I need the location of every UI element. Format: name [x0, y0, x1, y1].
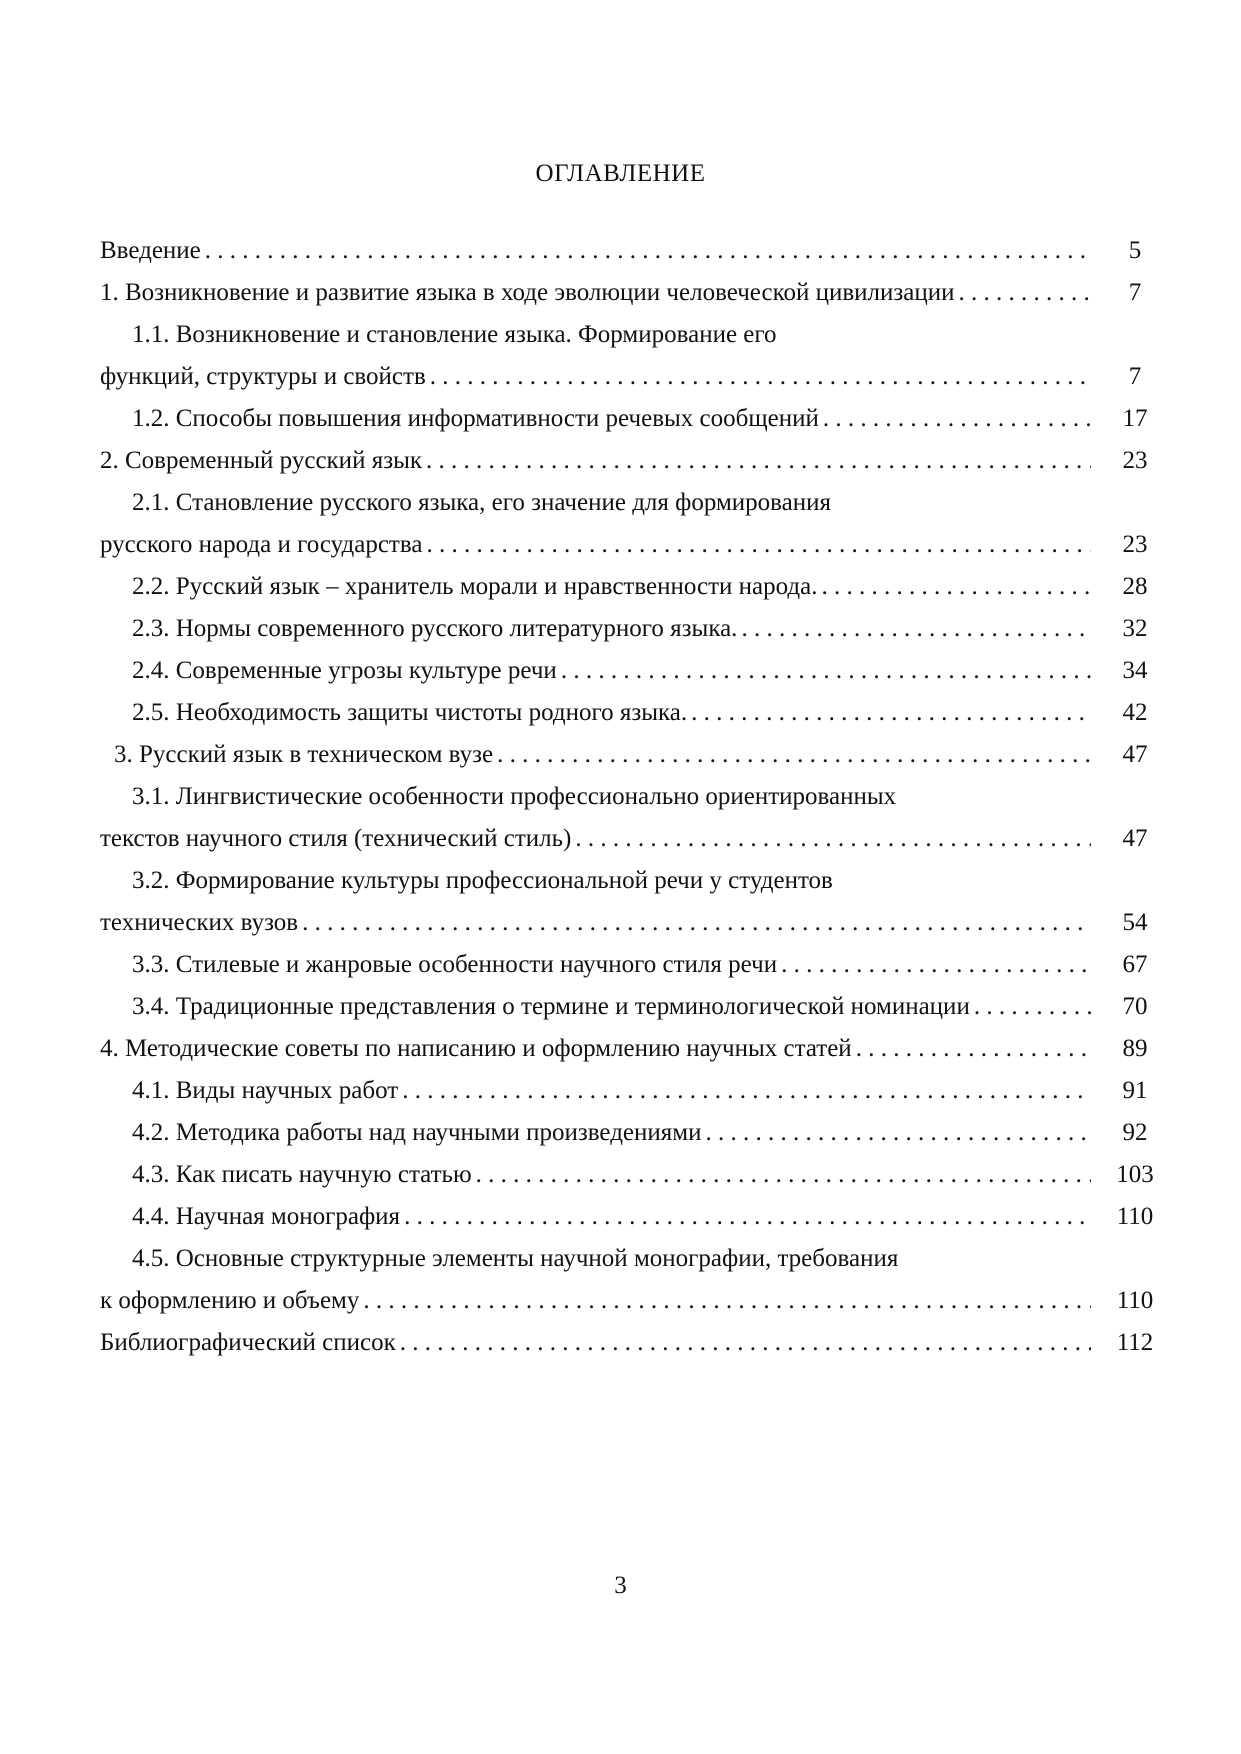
dot-leader [476, 1154, 1091, 1196]
toc-entry[interactable] [100, 398, 1165, 440]
spacer [831, 482, 1165, 524]
toc-entry-line[interactable] [100, 1238, 1165, 1280]
dot-leader [705, 1112, 1091, 1154]
spacer [896, 776, 1165, 818]
dot-leader [821, 566, 1091, 608]
toc-entry-line[interactable] [100, 860, 1165, 902]
toc-entry-page: 110 [1116, 1287, 1154, 1314]
toc-entry-line[interactable] [100, 314, 1165, 356]
toc-entry-title: 3.4. Традиционные представления о термине и терминологической номинации [132, 993, 970, 1020]
toc-entry-page: 67 [1122, 951, 1148, 978]
toc-entry[interactable] [100, 1028, 1165, 1070]
toc-entry[interactable] [100, 1322, 1165, 1364]
toc-entry[interactable] [100, 986, 1165, 1028]
toc-entry-continuation[interactable] [100, 524, 1165, 566]
toc-entry-title: Введение [100, 237, 201, 264]
toc-entry[interactable] [100, 1154, 1165, 1196]
dot-leader [575, 818, 1091, 860]
toc-entry[interactable] [100, 1070, 1165, 1112]
toc-entry-title: 3.1. Лингвистические особенности профессионально ориентированных [132, 783, 897, 810]
toc-entry[interactable] [100, 692, 1165, 734]
toc-entry-title: 4.5. Основные структурные элементы научной монографии, требования [132, 1245, 899, 1272]
toc-entry-title: 4. Методические советы по написанию и оформлению научных статей [100, 1035, 852, 1062]
dot-leader [404, 1196, 1091, 1238]
toc-entry-page: 47 [1122, 825, 1148, 852]
toc-entry-page: 34 [1122, 657, 1148, 684]
toc-entry[interactable] [100, 608, 1165, 650]
toc-entry-page: 91 [1122, 1077, 1148, 1104]
toc-entry-page: 23 [1122, 447, 1148, 474]
toc-entry-title: 2.2. Русский язык – хранитель морали и нравственности народа. [132, 573, 818, 600]
toc-entry[interactable] [100, 440, 1165, 482]
table-of-contents [100, 230, 1165, 1364]
toc-entry-continuation[interactable] [100, 1280, 1165, 1322]
dot-leader [430, 356, 1091, 398]
toc-entry-page: 110 [1116, 1203, 1154, 1230]
toc-entry-title-cont: к оформлению и объему [100, 1287, 360, 1314]
toc-entry-continuation[interactable] [100, 902, 1165, 944]
toc-entry[interactable] [100, 1196, 1165, 1238]
spacer [833, 860, 1165, 902]
toc-entry-continuation[interactable] [100, 818, 1165, 860]
dot-leader [959, 272, 1091, 314]
toc-entry-title: 2.3. Нормы современного русского литературного языка. [132, 615, 738, 642]
toc-title: ОГЛАВЛЕНИЕ [535, 160, 706, 187]
toc-entry-title-cont: текстов научного стиля (технический стиль) [100, 825, 572, 852]
toc-entry-page: 70 [1122, 993, 1148, 1020]
toc-entry[interactable] [100, 566, 1165, 608]
toc-entry-page: 54 [1122, 909, 1148, 936]
toc-entry-line[interactable] [100, 482, 1165, 524]
dot-leader [400, 1322, 1091, 1364]
toc-entry-title: 4.3. Как писать научную статью [132, 1161, 472, 1188]
toc-entry-title-cont: функций, структуры и свойств [100, 363, 426, 390]
toc-entry-page: 89 [1122, 1035, 1148, 1062]
toc-entry-page: 7 [1128, 279, 1142, 306]
dot-leader [426, 524, 1091, 566]
toc-entry-title: 2.1. Становление русского языка, его значение для формирования [132, 489, 831, 516]
toc-entry-title: 2. Современный русский язык [100, 447, 423, 474]
toc-entry-title: 4.4. Научная монография [132, 1203, 401, 1230]
toc-entry[interactable] [100, 272, 1165, 314]
page-number: 3 [614, 1572, 627, 1599]
toc-entry-page: 5 [1128, 237, 1142, 264]
dot-leader [426, 440, 1091, 482]
dot-leader [402, 1070, 1091, 1112]
toc-entry-title: 4.1. Виды научных работ [132, 1077, 399, 1104]
dot-leader [741, 608, 1091, 650]
toc-entry-title: 2.4. Современные угрозы культуре речи [132, 657, 557, 684]
toc-entry-title-cont: технических вузов [100, 909, 299, 936]
dot-leader [691, 692, 1091, 734]
dot-leader [823, 398, 1091, 440]
dot-leader [974, 986, 1091, 1028]
toc-entry-title: 2.5. Необходимость защиты чистоты родного языка. [132, 699, 688, 726]
toc-entry-page: 7 [1128, 363, 1142, 390]
toc-entry-page: 92 [1122, 1119, 1148, 1146]
toc-entry-page: 32 [1122, 615, 1148, 642]
toc-entry-page: 112 [1116, 1329, 1154, 1356]
toc-entry-title: Библиографический список [100, 1329, 396, 1356]
dot-leader [363, 1280, 1091, 1322]
dot-leader [856, 1028, 1091, 1070]
toc-entry-continuation[interactable] [100, 356, 1165, 398]
toc-entry[interactable] [100, 230, 1165, 272]
toc-entry-title: 1. Возникновение и развитие языка в ходе эволюции человеческой цивилизации [100, 279, 955, 306]
spacer [777, 314, 1165, 356]
toc-entry[interactable] [100, 1112, 1165, 1154]
toc-entry-title: 1.1. Возникновение и становление языка. Формирование его [132, 321, 777, 348]
toc-entry[interactable] [100, 650, 1165, 692]
toc-entry-page: 23 [1122, 531, 1148, 558]
toc-entry-page: 28 [1122, 573, 1148, 600]
toc-entry-title: 4.2. Методика работы над научными произведениями [132, 1119, 702, 1146]
toc-entry-page: 17 [1122, 405, 1148, 432]
toc-entry-title-cont: русского народа и государства [100, 531, 423, 558]
spacer [898, 1238, 1165, 1280]
toc-entry[interactable] [100, 944, 1165, 986]
toc-entry-title: 1.2. Способы повышения информативности речевых сообщений [132, 405, 819, 432]
toc-entry-page: 103 [1116, 1161, 1154, 1188]
toc-entry-title: 3.2. Формирование культуры профессиональной речи у студентов [132, 867, 833, 894]
dot-leader [205, 230, 1091, 272]
dot-leader [561, 650, 1091, 692]
toc-entry-page: 42 [1122, 699, 1148, 726]
dot-leader [302, 902, 1091, 944]
dot-leader [781, 944, 1091, 986]
dot-leader [497, 734, 1091, 776]
toc-entry-page: 47 [1122, 741, 1148, 768]
toc-entry[interactable] [100, 734, 1165, 776]
toc-entry-title: 3.3. Стилевые и жанровые особенности научного стиля речи [132, 951, 778, 978]
toc-entry-title: 3. Русский язык в техническом вузе [114, 741, 494, 768]
toc-entry-line[interactable] [100, 776, 1165, 818]
